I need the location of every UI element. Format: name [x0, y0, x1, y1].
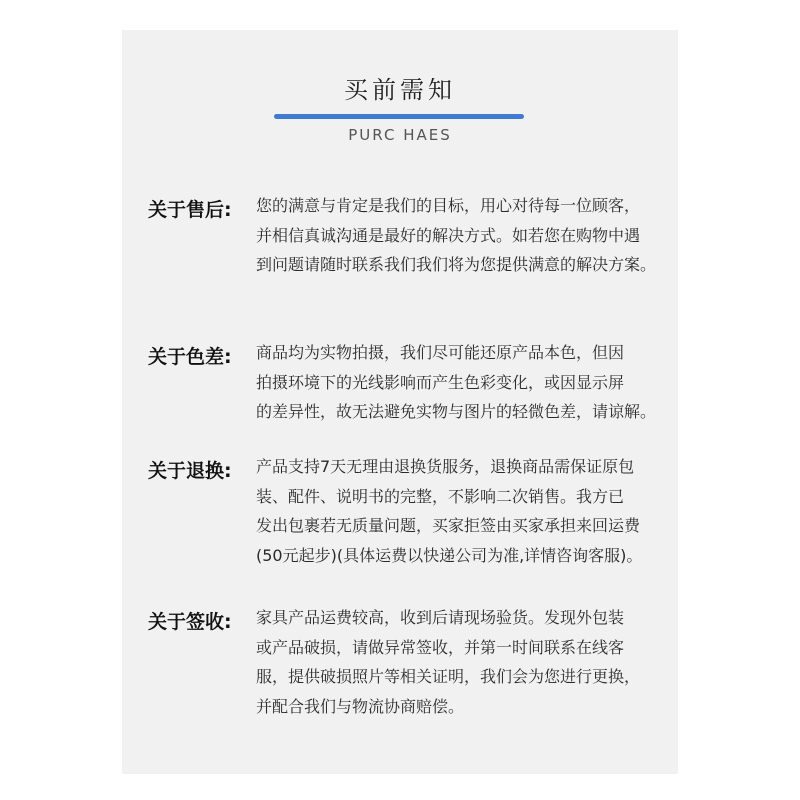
- text-line: 到问题请随时联系我们我们将为您提供满意的解决方案。: [256, 255, 657, 274]
- text-line: 并配合我们与物流协商赔偿。: [256, 696, 465, 716]
- section-label: 关于签收:: [148, 611, 232, 633]
- section-label: 关于售后:: [148, 199, 232, 221]
- section-label: 关于退换:: [148, 460, 232, 482]
- text-line: 产品支持7天无理由退换货服务，退换商品需保证原包: [256, 457, 635, 476]
- notice-panel: [122, 30, 678, 774]
- text-line: 或产品破损，请做异常签收，并第一时间联系在线客: [256, 637, 625, 657]
- section-body: [256, 191, 676, 280]
- section-body: [256, 603, 676, 721]
- text-line: (50元起步)(具体运费以快递公司为准,详情咨询客服)。: [256, 545, 643, 565]
- text-line: 发出包裹若无质量问题，买家拒签由买家承担来回运费: [256, 516, 641, 535]
- text-line: 您的满意与肯定是我们的目标，用心对待每一位顾客，: [256, 196, 641, 215]
- section-label: 关于色差:: [148, 346, 232, 368]
- text-line: 服，提供破损照片等相关证明，我们会为您进行更换，: [256, 667, 641, 686]
- text-line: 家具产品运费较高，收到后请现场验货。发现外包装: [256, 608, 625, 627]
- page-subtitle: PURC HAES: [348, 126, 452, 144]
- text-line: 拍摄环境下的光线影响而产生色彩变化，或因显示屏: [256, 372, 625, 392]
- section-body: [256, 338, 676, 427]
- section-body: [256, 452, 676, 570]
- text-line: 的差异性，故无法避免实物与图片的轻微色差，请谅解。: [256, 402, 657, 421]
- text-line: 并相信真诚沟通是最好的解决方式。如若您在购物中遇: [256, 225, 641, 245]
- text-line: 商品均为实物拍摄，我们尽可能还原产品本色，但因: [256, 343, 625, 362]
- page-title: 买前需知: [344, 76, 456, 104]
- text-line: 装、配件、说明书的完整，不影响二次销售。我方已: [256, 486, 625, 506]
- title-underline-bar: [274, 114, 524, 119]
